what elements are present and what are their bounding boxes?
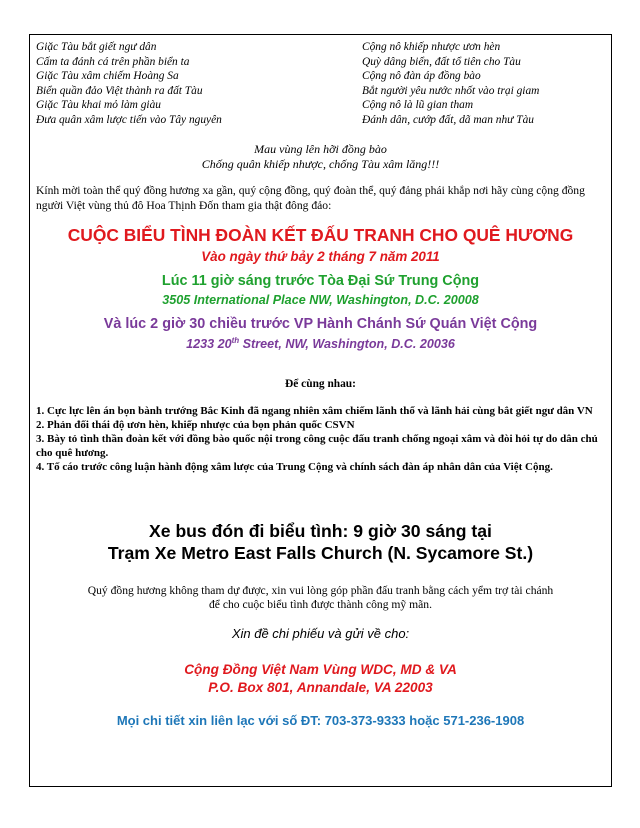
goals-list (36, 404, 606, 474)
poem-line: Cộng nô là lũ gian tham (362, 99, 474, 111)
support-line-2: để cho cuộc biểu tình được thành công mỹ mãn. (209, 598, 432, 611)
goal-item: 1. Cực lực lên án bọn bành trướng Bắc Kinh đã ngang nhiên xâm chiếm lãnh thổ và lãnh hải cùng bắt giết ngư dân VN (36, 405, 593, 417)
second-venue-address (29, 333, 612, 352)
bus-line-1: Xe bus đón đi biểu tình: 9 giờ 30 sáng tại (149, 521, 492, 541)
poem-line: Cộng nô khiếp nhược ươn hèn (362, 41, 501, 53)
recipient-address: P.O. Box 801, Annandale, VA 22003 (208, 680, 433, 695)
goal-item: 2. Phản đối thái độ ươn hèn, khiếp nhược của bọn phản quốc CSVN (36, 419, 355, 431)
poem-line: Biển quần đảo Việt thành ra đất Tàu (36, 84, 203, 97)
checks-note: Xin đề chi phiếu và gửi về cho: (231, 626, 410, 641)
poem-line: Giặc Tàu xâm chiếm Hoàng Sa (36, 70, 179, 82)
poem-line: Cấm ta đánh cá trên phần biển ta (36, 55, 190, 68)
poem-line: Giặc Tàu bắt giết ngư dân (36, 41, 157, 53)
goal-item: 4. Tố cáo trước công luận hành động xâm lược của Trung Cộng và chính sách đàn áp nhân dân của Việt Cộng. (36, 461, 553, 473)
poem-line: Quỳ dâng biển, đất tổ tiên cho Tàu (362, 55, 521, 68)
goal-item: 3. Bày tỏ tình thần đoàn kết với đồng bào quốc nội trong công cuộc đấu tranh chống ngoại xâm và đòi hỏi tự do dân chủ cho quê hương. (36, 433, 598, 459)
ordinal-suffix: th (231, 336, 240, 345)
contact-line: Mọi chi tiết xin liên lạc với số ĐT: 703-373-9333 hoặc 571-236-1908 (116, 713, 525, 728)
poem-line: Giặc Tàu khai mỏ làm giàu (36, 99, 161, 111)
invitation-paragraph: Kính mời toàn thể quý đồng hương xa gần, quý cộng đồng, quý đoàn thể, quý đảng phái khắp nơi hãy cùng cộng đồng người Việt vùng thủ đô Hoa Thịnh Đốn tham gia thật đông đảo: (36, 184, 585, 212)
support-line-1: Quý đồng hương không tham dự được, xin vui lòng góp phần đấu tranh bằng cách yểm trợ tài chánh (87, 584, 554, 597)
address-rest: Street, NW, Washington, D.C. 20036 (239, 337, 455, 352)
poem-line: Đưa quân xâm lược tiến vào Tây nguyên (36, 113, 222, 126)
slogan-line-1: Mau vùng lên hỡi đồng bào (254, 142, 387, 156)
slogan-line-2: Chống quân khiếp nhược, chống Tàu xâm lăng!!! (201, 157, 440, 171)
bus-line-2: Trạm Xe Metro East Falls Church (N. Sycamore St.) (107, 543, 534, 563)
poem-right-column (362, 40, 539, 127)
recipient-name: Cộng Đồng Việt Nam Vùng WDC, MD & VA (184, 662, 457, 677)
address-number: 1233 20 (186, 337, 232, 352)
goals-heading: Để cùng nhau: (285, 378, 356, 390)
poem-left-column (36, 40, 222, 127)
second-venue-time: Và lúc 2 giờ 30 chiều trước VP Hành Chánh Sứ Quán Việt Cộng (103, 316, 538, 332)
poem-line: Đánh dân, cướp đất, dã man như Tàu (362, 113, 534, 126)
first-venue-address: 3505 International Place NW, Washington, D.C. 20008 (162, 293, 479, 307)
event-date: Vào ngày thứ bảy 2 tháng 7 năm 2011 (201, 249, 440, 264)
poem-line: Cộng nô đàn áp đồng bào (362, 70, 481, 82)
first-venue-time: Lúc 11 giờ sáng trước Tòa Đại Sứ Trung Cộng (161, 273, 480, 289)
poem-line: Bắt người yêu nước nhốt vào trại giam (362, 84, 540, 97)
event-title: CUỘC BIỂU TÌNH ĐOÀN KẾT ĐẤU TRANH CHO QUÊ HƯƠNG (67, 225, 574, 245)
